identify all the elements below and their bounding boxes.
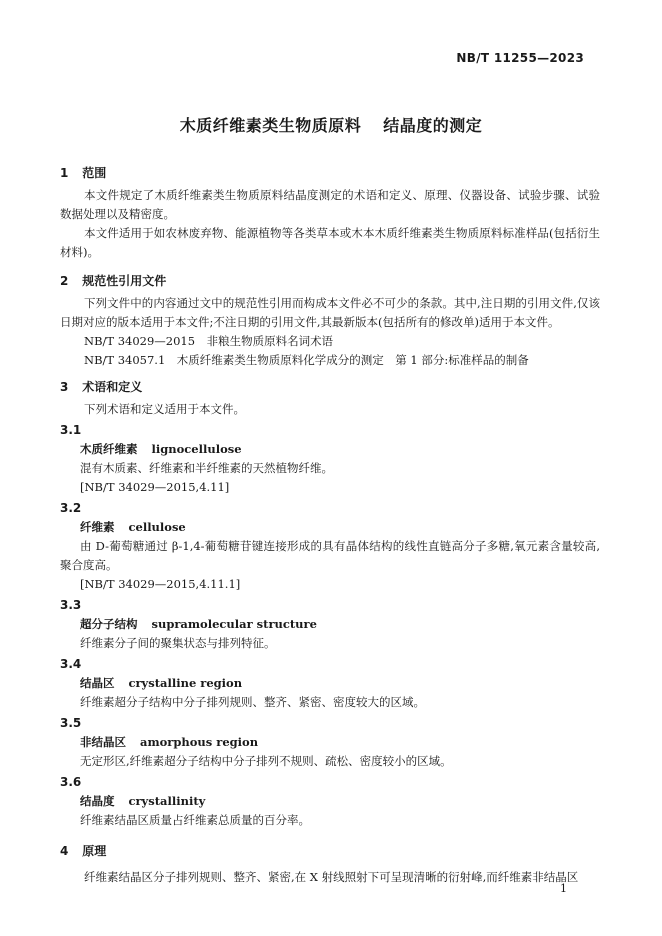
section-3-paragraph-1: 下列术语和定义适用于本文件。 — [84, 402, 245, 416]
term-name: 结晶度 crystallinity — [80, 794, 206, 808]
term-name: 超分子结构 supramolecular structure — [80, 617, 317, 631]
term-definition: 纤维素超分子结构中分子排列规则、整齐、紧密、密度较大的区域。 — [80, 695, 425, 709]
section-1-paragraph-2: 本文件适用于如农林废弃物、能源植物等各类草本或木本木质纤维素类生物质原料标准样品(包括衍生材料)。 — [60, 226, 600, 259]
title-part-1: 木质纤维素类生物质原料 — [179, 116, 362, 135]
document-body — [60, 160, 600, 887]
term-number: 3.4 — [60, 657, 82, 671]
term-number: 3.5 — [60, 716, 82, 730]
term-definition: 由 D-葡萄糖通过 β-1,4-葡萄糖苷键连接形成的具有晶体结构的线性直链高分子多糖,氧元素含量较高,聚合度高。 — [60, 539, 600, 572]
title-part-2: 结晶度的测定 — [383, 116, 483, 135]
term-number: 3.6 — [60, 775, 82, 789]
term-source: [NB/T 34029—2015,4.11.1] — [80, 577, 241, 591]
term-definition: 纤维素结晶区质量占纤维素总质量的百分率。 — [80, 813, 310, 827]
section-3-heading: 3 术语和定义 — [60, 380, 143, 394]
term-name: 非结晶区 amorphous region — [80, 735, 259, 749]
section-1-heading: 1 范围 — [60, 166, 107, 180]
term-number: 3.3 — [60, 598, 82, 612]
section-4-paragraph-1: 纤维素结晶区分子排列规则、整齐、紧密,在 X 射线照射下可呈现清晰的衍射峰,而纤维素非结晶区 — [84, 870, 579, 884]
term-definition: 纤维素分子间的聚集状态与排列特征。 — [80, 636, 276, 650]
page-number: 1 — [560, 882, 567, 895]
standard-number: NB/T 11255—2023 — [456, 51, 584, 65]
normative-reference-2: NB/T 34057.1 木质纤维素类生物质原料化学成分的测定 第 1 部分:标准样品的制备 — [84, 353, 529, 367]
section-2-heading: 2 规范性引用文件 — [60, 274, 167, 288]
section-2-paragraph-1: 下列文件中的内容通过文中的规范性引用而构成本文件必不可少的条款。其中,注日期的引用文件,仅该日期对应的版本适用于本文件;不注日期的引用文件,其最新版本(包括所有的修改单)适用于本文件。 — [60, 296, 600, 329]
term-name: 纤维素 cellulose — [80, 520, 186, 534]
term-definition: 无定形区,纤维素超分子结构中分子排列不规则、疏松、密度较小的区域。 — [80, 754, 452, 768]
term-number: 3.2 — [60, 501, 82, 515]
term-definition: 混有木质素、纤维素和半纤维素的天然植物纤维。 — [80, 461, 333, 475]
normative-reference-1: NB/T 34029—2015 非粮生物质原料名词术语 — [84, 334, 334, 348]
document-title — [0, 113, 662, 136]
term-number: 3.1 — [60, 423, 82, 437]
section-4-heading: 4 原理 — [60, 844, 107, 858]
term-source: [NB/T 34029—2015,4.11] — [80, 480, 230, 494]
term-name: 木质纤维素 lignocellulose — [80, 442, 242, 456]
section-1-paragraph-1: 本文件规定了木质纤维素类生物质原料结晶度测定的术语和定义、原理、仪器设备、试验步骤、试验数据处理以及精密度。 — [60, 188, 600, 221]
term-name: 结晶区 crystalline region — [80, 676, 243, 690]
